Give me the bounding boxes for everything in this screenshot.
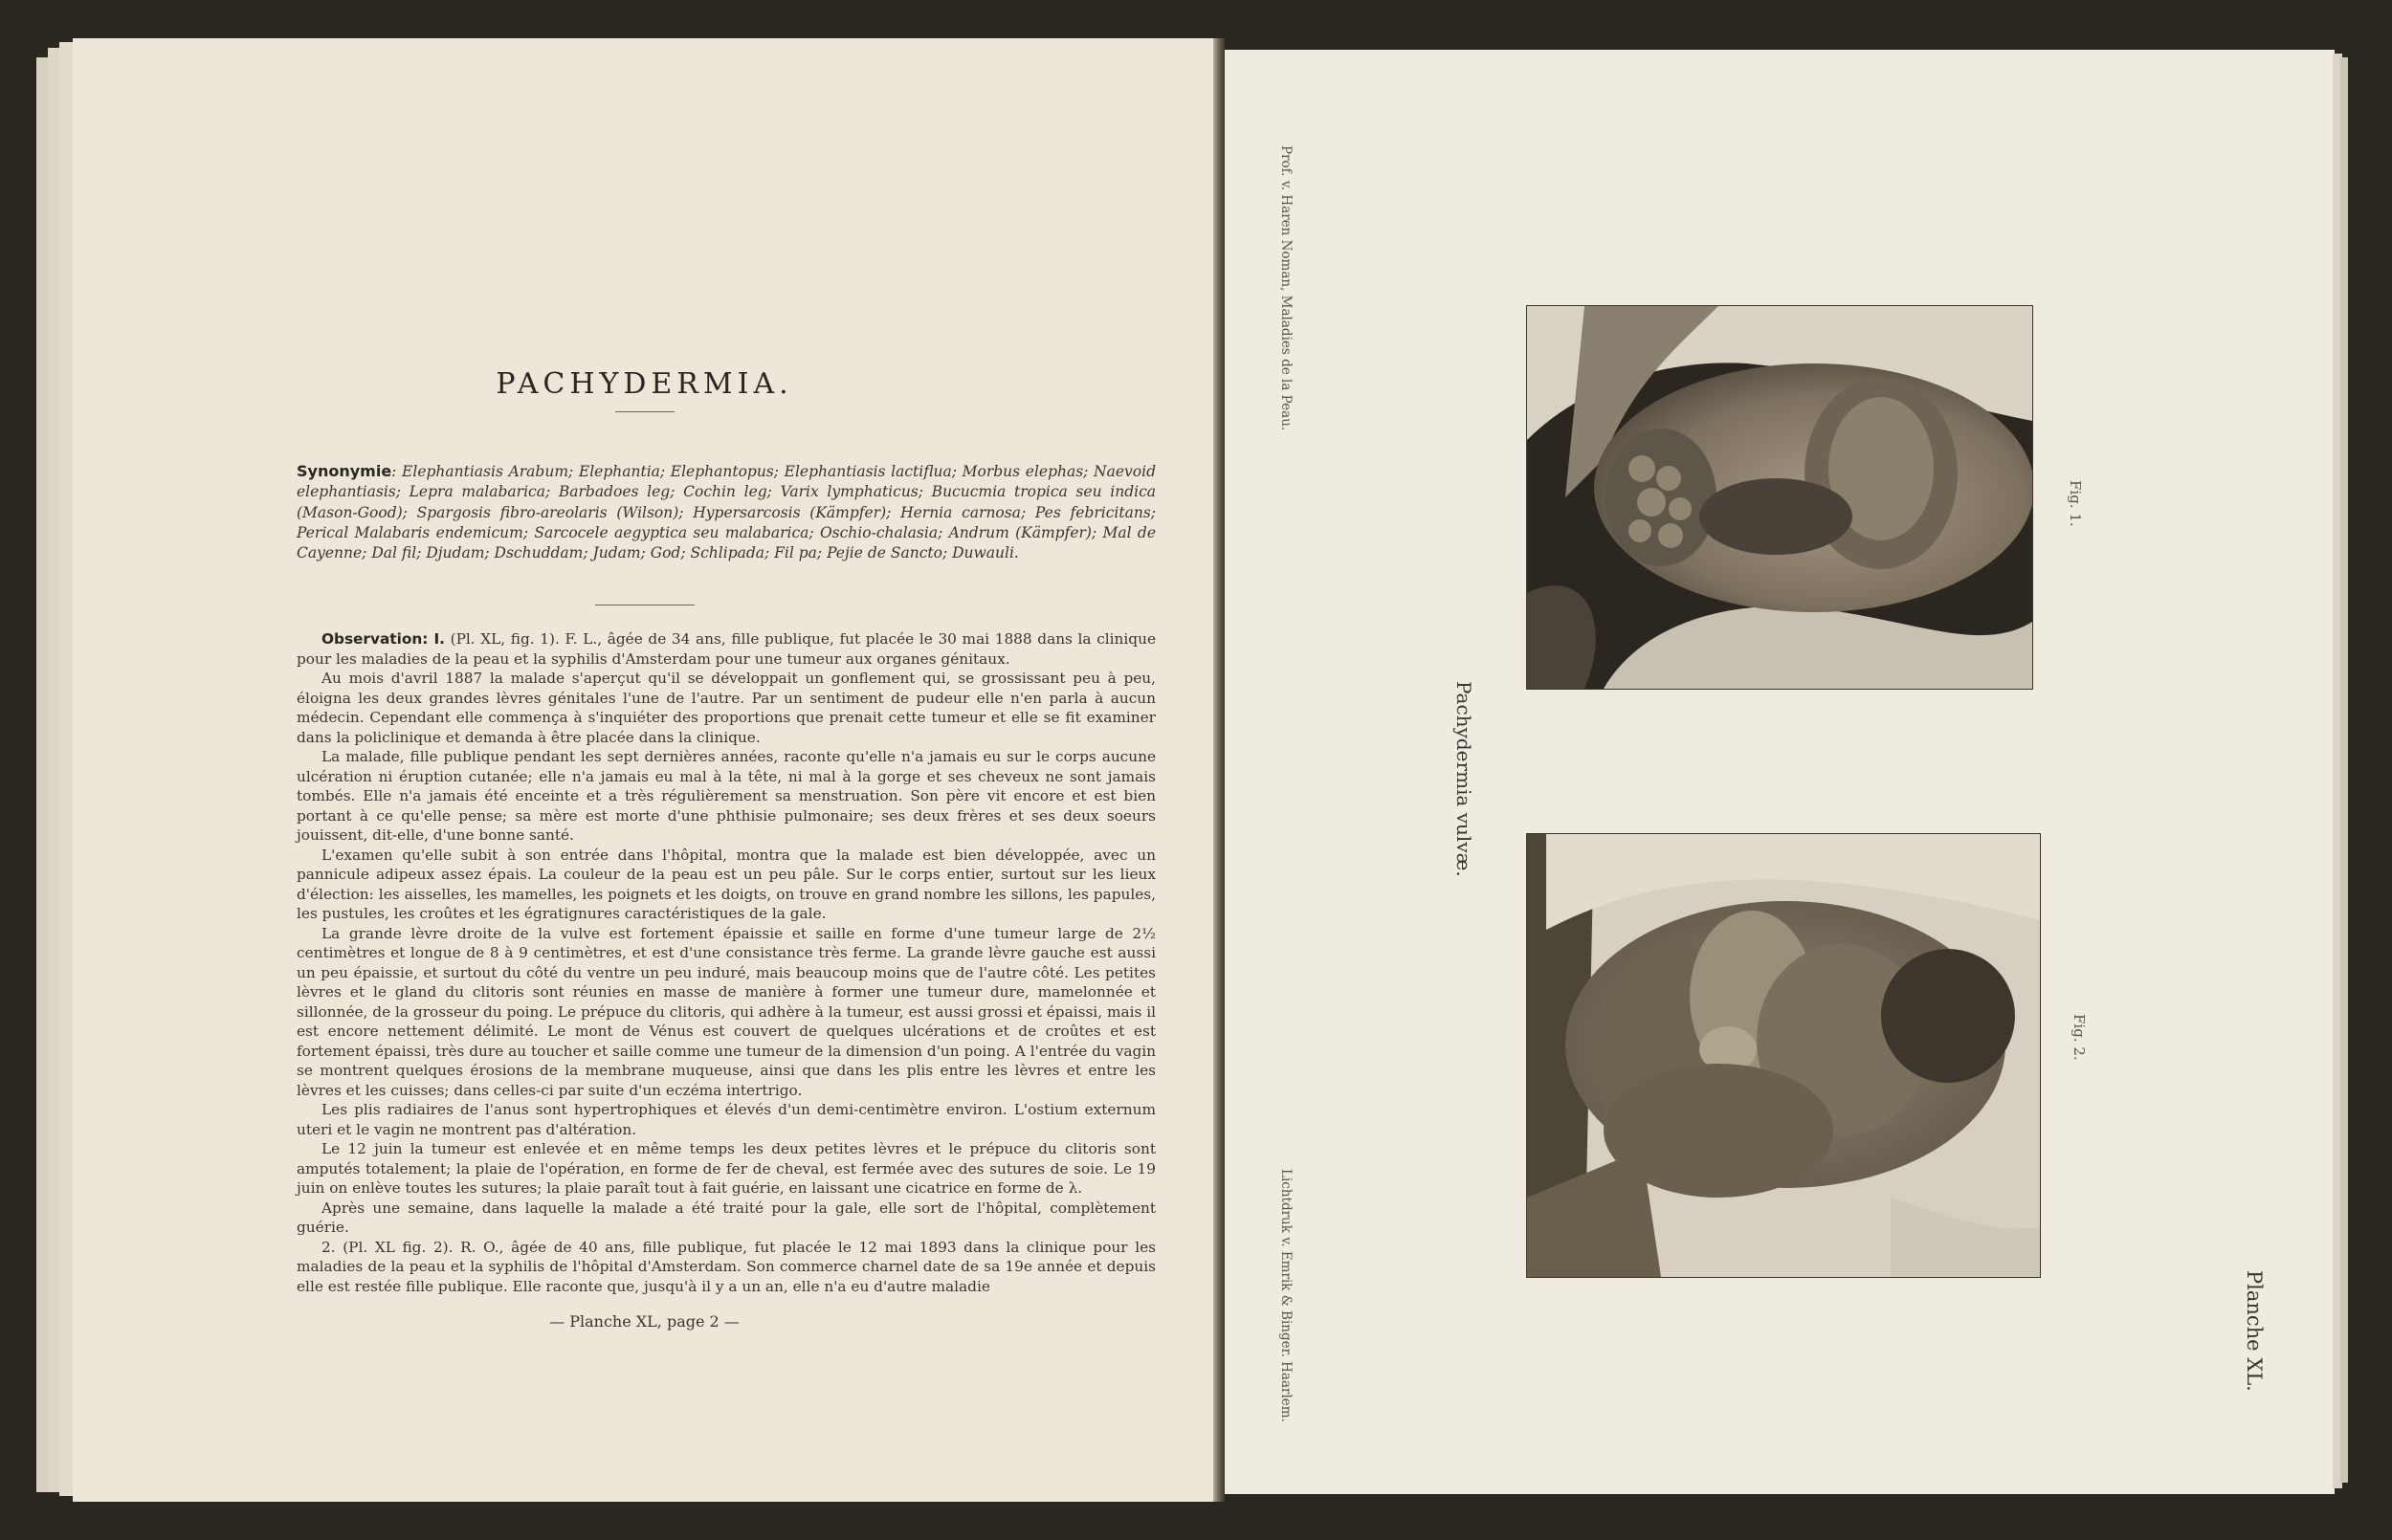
- printer-credit: Lichtdruk v. Emrik & Binger. Haarlem.: [1278, 1169, 1294, 1422]
- page-title: PACHYDERMIA.: [496, 367, 793, 401]
- fig-1-photo: [1527, 306, 2032, 689]
- paragraph: L'examen qu'elle subit à son entrée dans l'hôpital, montra que la malade est bien développée, avec un pannicule adipeux assez épais. La couleur de la peau est un peu pâle. Sur le corps entier, surtout sur les lieux d'élection: les aisselles, les mamelles, les poignets et les doigts, on trouve en grand nombre les sillons, les papules, les pustules, les croûtes et les égratignures caractéristiques de la gale.: [297, 846, 1156, 922]
- paragraph: Le 12 juin la tumeur est enlevée et en même temps les deux petites lèvres et le prépuce du clitoris sont amputés totalement; la plaie de l'opération, en forme de fer de cheval, est fermée avec des sutures de soie. Le 19 juin on enlève toutes les sutures; la plaie paraît tout à fait guérie, en laissant une cicatrice en forme de λ.: [297, 1140, 1156, 1197]
- book-gutter: [1213, 38, 1225, 1502]
- fig-2-image: [1527, 834, 2040, 1277]
- synonymie-text: : Elephantiasis Arabum; Elephantia; Elephantopus; Elephantiasis lactiflua; Morbus elephas; Naevoid elephantiasis; Lepra malabarica; Barbadoes leg; Cochin leg; Varix lymphaticus; Bucucmia tropica seu indica (Mason-Good); Spargosis fibro-areolaris (Wilson); Hypersarcosis (Kämpfer); Hernia carnosa; Pes febricitans; Perical Malabaris endemicum; Sarcocele aegyptica seu malabarica; Oschio-chalasia; Andrum (Kämpfer); Mal de Cayenne; Dal fil; Djudam; Dschuddam; Judam; God; Schlipada; Fil pa; Pejie de Sancto; Duwauli.: [297, 463, 1156, 562]
- fig-2-photo: [1527, 834, 2040, 1277]
- observation-label: Observation: I.: [321, 630, 445, 648]
- fig-2-label: Fig. 2.: [2071, 1014, 2088, 1061]
- left-page: [73, 38, 1216, 1502]
- paragraph: 2. (Pl. XL fig. 2). R. O., âgée de 40 ans, fille publique, fut placée le 12 mai 1893 dans la clinique pour les maladies de la peau et la syphilis de l'hôpital d'Amsterdam. Son commerce charnel date de sa 19e année et depuis elle est restée fille publique. Elle raconte que, jusqu'à il y a un an, elle n'a eu d'autre maladie: [297, 1238, 1156, 1295]
- paragraph: Observation: I. (Pl. XL, fig. 1). F. L., âgée de 34 ans, fille publique, fut placée le 30 mai 1888 dans la clinique pour les maladies de la peau et la syphilis d'Amsterdam pour une tumeur aux organes génitaux.: [297, 630, 1156, 668]
- paragraph: Les plis radiaires de l'anus sont hypertrophiques et élevés d'un demi-centimètre environ. L'ostium externum uteri et le vagin ne montrent pas d'altération.: [297, 1101, 1156, 1138]
- paragraph: La grande lèvre droite de la vulve est fortement épaissie et saille en forme d'une tumeur large de 2½ centimètres et longue de 8 à 9 centimètres, et est d'une consistance très ferme. La grande lèvre gauche est aussi un peu épaissie, et surtout du côté du ventre un peu induré, mais beaucoup moins que de l'autre côté. Les petites lèvres et le gland du clitoris sont réunies en masse de manière à former une tumeur dure, mamelonnée et sillonnée, de la grosseur du poing. Le prépuce du clitoris, qui adhère à la tumeur, est aussi grossi et épaissi, mais il est encore nettement délimité. Le mont de Vénus est couvert de quelques ulcérations et de croûtes et est fortement épaissi, très dure au toucher et saille comme une tumeur de la dimension d'un poing. A l'entrée du vagin se montrent quelques érosions de la membrane muqueuse, ainsi que dans les plis entre les lèvres et entre les lèvres et les cuisses; dans celles-ci par suite d'un eczéma intertrigo.: [297, 924, 1156, 1099]
- fig-1-image: [1527, 306, 2032, 689]
- paragraph: Au mois d'avril 1887 la malade s'aperçut qu'il se développait un gonflement qui, se grossissant peu à peu, éloigna les deux grandes lèvres génitales l'une de l'autre. Par un sentiment de pudeur elle n'en parla à aucun médecin. Cependant elle commença à s'inquiéter des proportions que prenait cette tumeur et elle se fit examiner dans la policlinique et demanda à être placée dans la clinique.: [297, 670, 1156, 746]
- synonymie-paragraph: [297, 461, 1156, 563]
- title-rule: [615, 411, 675, 412]
- plate-number: Planche XL.: [2243, 1270, 2266, 1392]
- observation-text: [297, 629, 1156, 1296]
- paragraph: La malade, fille publique pendant les sept dernières années, raconte qu'elle n'a jamais eu sur le corps aucune ulcération ni éruption cutanée; elle n'a jamais eu mal à la tête, ni mal à la gorge et ses cheveux ne sont jamais tombés. Elle n'a jamais été enceinte et a très régulièrement sa menstruation. Son père vit encore et est bien portant à ce qu'elle pense; sa mère est morte d'une phthisie pulmonaire; ses deux frères et ses deux soeurs jouissent, dit-elle, d'une bonne santé.: [297, 748, 1156, 844]
- page-number: — Planche XL, page 2 —: [549, 1312, 740, 1331]
- right-page: [1225, 50, 2335, 1494]
- synonymie-label: Synonymie: [297, 462, 392, 480]
- page-edge: [2340, 57, 2348, 1483]
- paragraph: Après une semaine, dans laquelle la malade a été traité pour la gale, elle sort de l'hôpital, complètement guérie.: [297, 1199, 1156, 1236]
- plate-caption: Pachydermia vulvæ.: [1452, 681, 1475, 877]
- running-header: Prof. v. Haren Noman, Maladies de la Peau.: [1278, 145, 1294, 431]
- fig-1-label: Fig. 1.: [2067, 480, 2084, 527]
